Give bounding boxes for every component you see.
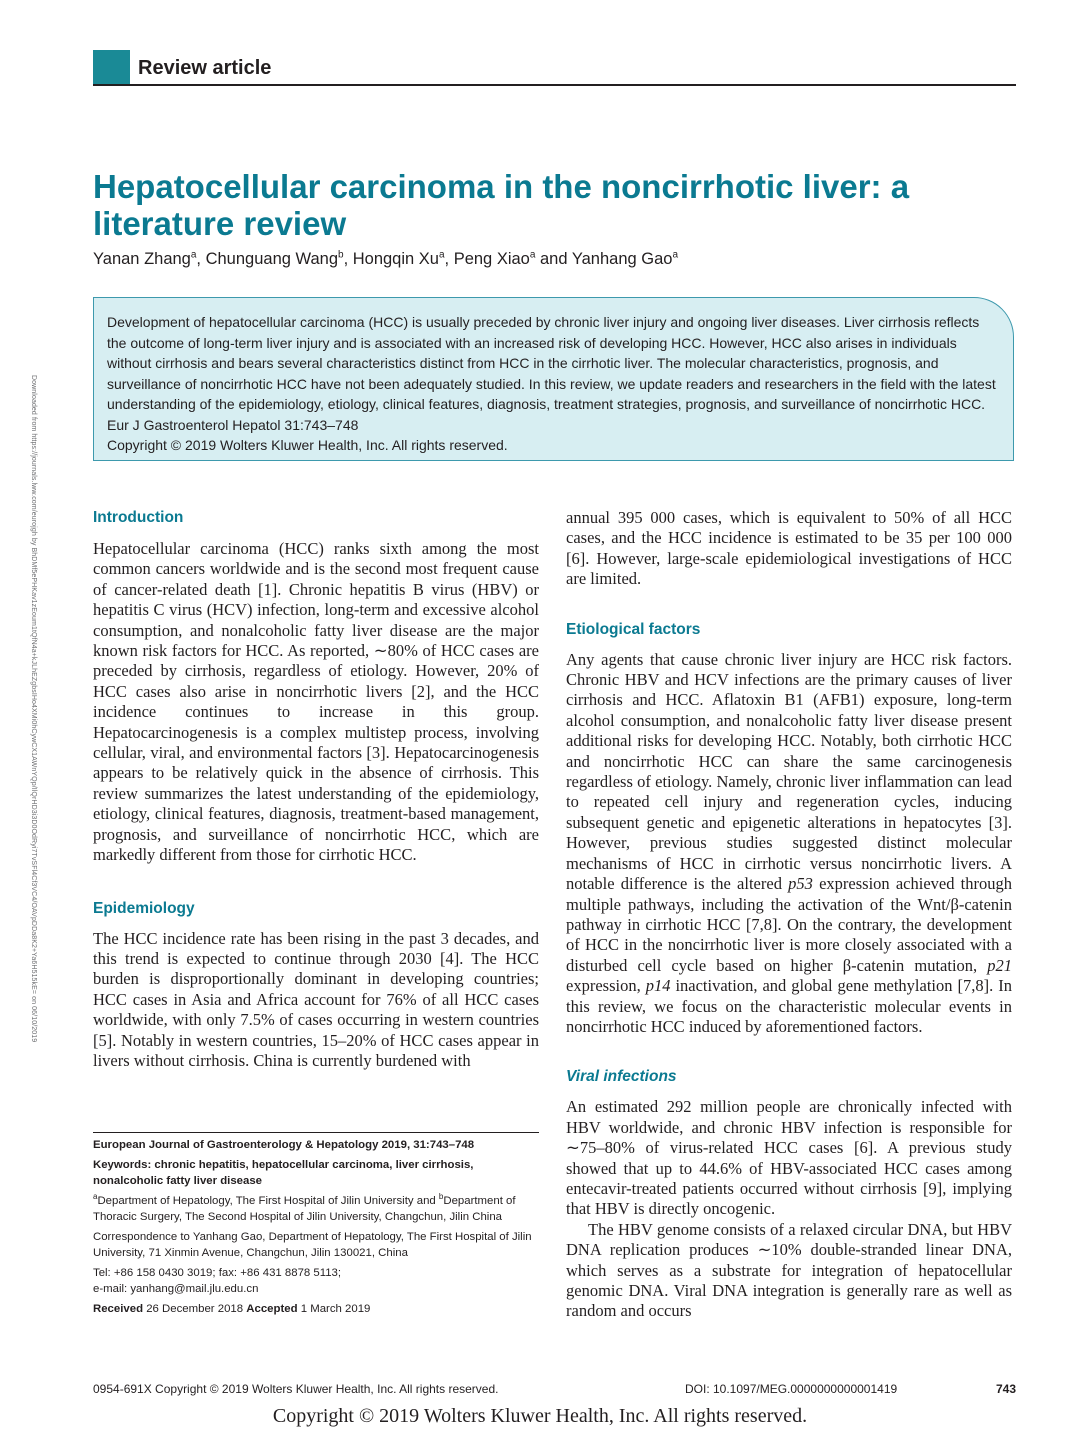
author-affiliation-mark: a bbox=[672, 249, 679, 261]
epidemiology-paragraph: The HCC incidence rate has been rising in the past 3 decades, and this trend is expected to continue through 2030 [4]. The HCC burden is disproportionally dominant in developing countries; HCC cases in Asia and Africa account for 76% of all HCC cases worldwide, with only 7.5% of cases occurring in western countries [5]. Notably in western countries, 15–20% of HCC cases appear in livers without cirrhosis. China is currently burdened with bbox=[93, 928, 539, 1070]
section-heading-epidemiology: Epidemiology bbox=[93, 899, 195, 917]
section-heading-etiological-factors: Etiological factors bbox=[566, 620, 701, 638]
keywords-text: chronic hepatitis, hepatocellular carcinoma, liver cirrhosis, nonalcoholic fatty liver disease bbox=[93, 1159, 474, 1187]
accepted-date: 1 March 2019 bbox=[300, 1303, 371, 1315]
viral-infections-paragraph-2: The HBV genome consists of a relaxed circular DNA, but HBV DNA replication produces ∼10% double-stranded linear DNA, which serves as a substrate for integration of hepatocellular genomic DNA. Viral DNA integration is generally rare as well as random and occurs bbox=[566, 1219, 1012, 1321]
accepted-label: Accepted bbox=[246, 1303, 298, 1315]
affiliations bbox=[93, 1193, 539, 1225]
etiology-text-2: expression achieved through multiple pathways, including the activation of the Wnt/β-catenin pathway in cirrhotic HCC [7,8]. On the contrary, the development of HCC in the noncirrhotic liver is more closely associated with a disturbed cell cycle based on higher β-catenin mutation, bbox=[566, 874, 1012, 975]
author-name: Peng Xiao bbox=[453, 250, 530, 268]
bottom-copyright: Copyright © 2019 Wolters Kluwer Health, Inc. All rights reserved. bbox=[272, 1405, 808, 1427]
gene-p14: p14 bbox=[645, 976, 671, 996]
article-type-header bbox=[93, 50, 1016, 86]
viral-infections-paragraph-1: An estimated 292 million people are chronically infected with HBV worldwide, and chronic HBV infection is responsible for ∼75–80% of virus-related HCC cases [6]. A previous study showed that up to 44.6% of HBV-associated HCC cases among entecavir-treated patients occurred without cirrhosis [9], implying that HBV is directly oncogenic. bbox=[566, 1097, 1012, 1219]
gene-p53: p53 bbox=[788, 874, 813, 894]
etiology-text-1: Any agents that cause chronic liver injury are HCC risk factors. Chronic HBV and HCV infections are the primary causes of liver cirrhosis and HCC. Aflatoxin B1 (AFB1) exposure, long-term alcohol consumption, and nonalcoholic fatty liver disease present additional risks for developing HCC. Notably, both cirrhotic HCC and noncirrhotic HCC can share the same carcinogenesis regardless of etiology. Namely, chronic liver inflammation can lead to repeated cell injury and regeneration cycles, inducing subsequent genetic and epigenetic alterations in hepatocytes [3]. However, previous studies suggested distinct molecular mechanisms of HCC in cirrhotic versus noncirrhotic livers. A notable difference is the altered bbox=[566, 649, 1012, 894]
author-separator: and bbox=[535, 250, 572, 268]
footer-issn-copyright: 0954-691X Copyright © 2019 Wolters Kluwer Health, Inc. All rights reserved. bbox=[93, 1382, 499, 1396]
article-type-label: Review article bbox=[138, 57, 272, 79]
received-date: 26 December 2018 bbox=[146, 1303, 244, 1315]
etiology-text-4: inactivation, and global gene methylation [7,8]. In this review, we focus on the characteristic molecular events in noncirrhotic HCC induced by aforementioned factors. bbox=[566, 976, 1012, 1036]
author-affiliation-mark: b bbox=[338, 249, 344, 261]
article-title: Hepatocellular carcinoma in the noncirrhotic liver: a literature review bbox=[93, 168, 910, 242]
download-note: Downloaded from https://journals.lww.com/eurojgh by BhDMf5ePHKav1zEoum1tQfN4a+kJLhEZgbsIHo4XMi0hCywCX1AWnYQp/IlQrHD3i3D0OdRyi7TvSFl4Cf3VC4/OAVpDDa8K2+Ya6H515kE= on 06/10/2019 bbox=[30, 375, 37, 1043]
introduction-paragraph: Hepatocellular carcinoma (HCC) ranks sixth among the most common cancers worldwide and is the second most frequent cause of cancer-related death [1]. Chronic hepatitis B virus (HBV) or hepatitis C virus (HCV) infection, long-term and excessive alcohol consumption, and nonalcoholic fatty liver disease are the major known risk factors for HCC. As reported, ∼80% of HCC cases are preceded by cirrhosis, regardless of etiology. However, 20% of HCC cases also arise in noncirrhotic livers [2], and the HCC incidence continues to increase in this group. Hepatocarcinogenesis is a complex multistep process, involving cellular, viral, and environmental factors [3]. Hepatocarcinogenesis appears to be relatively quick in the absence of cirrhosis. This review summarizes the latest understanding of the epidemiology, etiology, clinical features, diagnosis, treatment-based management, prognosis, and surveillance of noncirrhotic HCC, which are markedly different from those for cirrhotic HCC. bbox=[93, 539, 539, 865]
keywords bbox=[93, 1157, 539, 1189]
abstract-copyright: Copyright © 2019 Wolters Kluwer Health, Inc. All rights reserved. bbox=[107, 437, 508, 453]
author-name: Chunguang Wang bbox=[205, 250, 338, 268]
page-number: 743 bbox=[995, 1382, 1016, 1396]
author-affiliation-mark: a bbox=[529, 249, 536, 261]
abstract-box bbox=[93, 297, 1014, 461]
dates bbox=[93, 1301, 539, 1317]
received-label: Received bbox=[93, 1303, 144, 1315]
header-square-mark bbox=[93, 50, 130, 85]
correspondence: Correspondence to Yanhang Gao, Department of Hepatology, The First Hospital of Jilin University, 71 Xinmin Avenue, Changchun, Jilin 130021, China bbox=[93, 1231, 532, 1259]
author-affiliation-mark: a bbox=[438, 249, 445, 261]
etiological-factors-paragraph bbox=[566, 650, 1012, 1038]
epidemiology-continued-paragraph: annual 395 000 cases, which is equivalent to 50% of all HCC cases, and the HCC incidence is estimated to be 35 per 100 000 [6]. However, large-scale epidemiological investigations of HCC are limited. bbox=[566, 508, 1012, 589]
keywords-label: Keywords: bbox=[93, 1159, 152, 1171]
gene-p21: p21 bbox=[987, 955, 1012, 975]
author-separator: , bbox=[196, 250, 206, 268]
author-separator: , bbox=[343, 250, 353, 268]
author-list bbox=[93, 250, 678, 269]
author-separator: , bbox=[444, 250, 454, 268]
email: e-mail: yanhang@mail.jlu.edu.cn bbox=[93, 1283, 259, 1295]
author-name: Yanan Zhang bbox=[93, 250, 191, 268]
affiliation-a: Department of Hepatology, The First Hospital of Jilin University and bbox=[97, 1195, 439, 1207]
abstract-text: Development of hepatocellular carcinoma (HCC) is usually preceded by chronic liver injury and ongoing liver diseases. Liver cirrhosis reflects the outcome of long-term liver injury and is associated with an increased risk of developing HCC. However, HCC also arises in individuals without cirrhosis and bears several characteristics distinct from HCC in the cirrhotic liver. The molecular characteristics, prognosis, and surveillance of noncirrhotic HCC have not been adequately studied. In this review, we update readers and researchers in the field with the latest understanding of the epidemiology, etiology, clinical features, diagnosis, treatment strategies, prognosis, and surveillance of noncirrhotic HCC. Eur J Gastroenterol Hepatol 31:743–748 bbox=[107, 314, 996, 433]
section-heading-introduction: Introduction bbox=[93, 509, 184, 526]
author-name: Hongqin Xu bbox=[352, 250, 439, 268]
footer-doi: DOI: 10.1097/MEG.0000000000001419 bbox=[685, 1382, 898, 1396]
etiology-text-3: expression, bbox=[566, 976, 646, 996]
affiliation-mark-a: a bbox=[93, 1192, 98, 1202]
page-footer bbox=[93, 1382, 1016, 1400]
affiliation-mark-b: b bbox=[438, 1192, 444, 1202]
section-heading-viral-infections: Viral infections bbox=[566, 1068, 677, 1086]
left-column bbox=[93, 508, 539, 1071]
author-name: Yanhang Gao bbox=[571, 250, 673, 268]
right-column bbox=[566, 508, 1012, 1322]
journal-citation: European Journal of Gastroenterology & Hepatology 2019, 31:743–748 bbox=[93, 1139, 475, 1151]
footnote-rule bbox=[93, 1132, 539, 1133]
footnotes bbox=[93, 1132, 539, 1317]
phone-fax: Tel: +86 158 0430 3019; fax: +86 431 8878 5113; bbox=[93, 1267, 342, 1279]
affiliation-b: Department of Thoracic Surgery, The Second Hospital of Jilin University, Changchun, Jilin China bbox=[93, 1195, 516, 1223]
header-rule bbox=[93, 84, 1016, 86]
author-affiliation-mark: a bbox=[190, 249, 197, 261]
